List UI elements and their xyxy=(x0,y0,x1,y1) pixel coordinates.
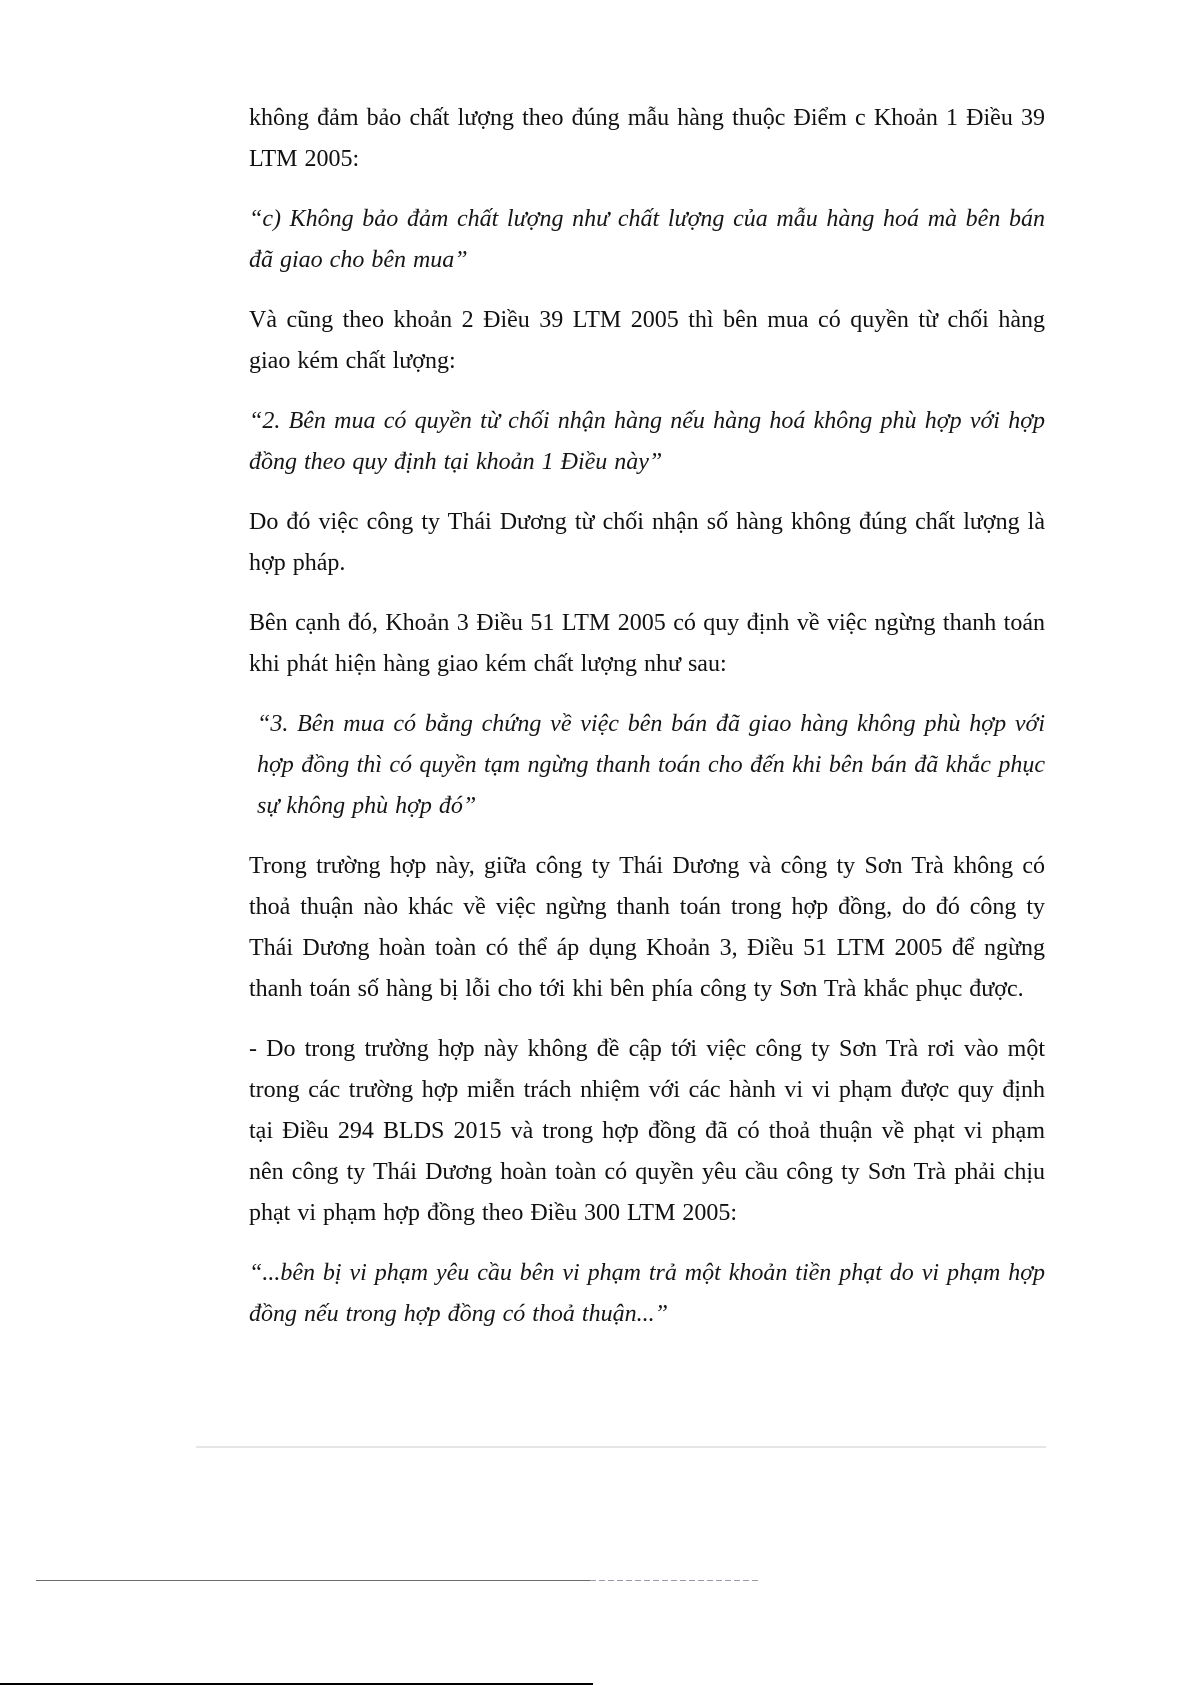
quote-article-39-point-c: “c) Không bảo đảm chất lượng như chất lượng của mẫu hàng hoá mà bên bán đã giao cho bên mua” xyxy=(249,206,1045,273)
paragraph-penalty-claim: - Do trong trường hợp này không đề cập tới việc công ty Sơn Trà rơi vào một trong các trường hợp miễn trách nhiệm với các hành vi vi phạm được quy định tại Điều 294 BLDS 2015 và trong hợp đồng đã có thoả thuận về phạt vi phạm nên công ty Thái Dương hoàn toàn có quyền yêu cầu công ty Sơn Trà phải chịu phạt vi phạm hợp đồng theo Điều 300 LTM 2005: xyxy=(249,1036,1045,1226)
quote-article-51-clause-3: “3. Bên mua có bằng chứng về việc bên bán đã giao hàng không phù hợp với hợp đồng thì có quyền tạm ngừng thanh toán cho đến khi bên bán đã khắc phục sự không phù hợp đó” xyxy=(257,711,1045,819)
section-divider xyxy=(196,1446,1046,1448)
footer-dotted-rule xyxy=(590,1580,760,1581)
paragraph-article-51-clause-3: Bên cạnh đó, Khoản 3 Điều 51 LTM 2005 có quy định về việc ngừng thanh toán khi phát hiện hàng giao kém chất lượng như sau: xyxy=(249,610,1045,677)
paragraph-payment-suspension: Trong trường hợp này, giữa công ty Thái Dương và công ty Sơn Trà không có thoả thuận nào khác về việc ngừng thanh toán trong hợp đồng, do đó công ty Thái Dương hoàn toàn có thể áp dụng Khoản 3, Điều 51 LTM 2005 để ngừng thanh toán số hàng bị lỗi cho tới khi bên phía công ty Sơn Trà khắc phục được. xyxy=(249,853,1045,1002)
paragraph-article-39-reference: không đảm bảo chất lượng theo đúng mẫu hàng thuộc Điểm c Khoản 1 Điều 39 LTM 2005: xyxy=(249,105,1045,172)
quote-article-300: “...bên bị vi phạm yêu cầu bên vi phạm trả một khoản tiền phạt do vi phạm hợp đồng nếu trong hợp đồng có thoả thuận...” xyxy=(249,1260,1045,1327)
footer-rule xyxy=(36,1580,590,1581)
paragraph-article-39-clause-2: Và cũng theo khoản 2 Điều 39 LTM 2005 thì bên mua có quyền từ chối hàng giao kém chất lượng: xyxy=(249,307,1045,374)
quote-article-39-clause-2: “2. Bên mua có quyền từ chối nhận hàng nếu hàng hoá không phù hợp với hợp đồng theo quy định tại khoản 1 Điều này” xyxy=(249,408,1045,475)
document-body xyxy=(249,98,1045,1354)
paragraph-refusal-lawful: Do đó việc công ty Thái Dương từ chối nhận số hàng không đúng chất lượng là hợp pháp. xyxy=(249,509,1045,576)
